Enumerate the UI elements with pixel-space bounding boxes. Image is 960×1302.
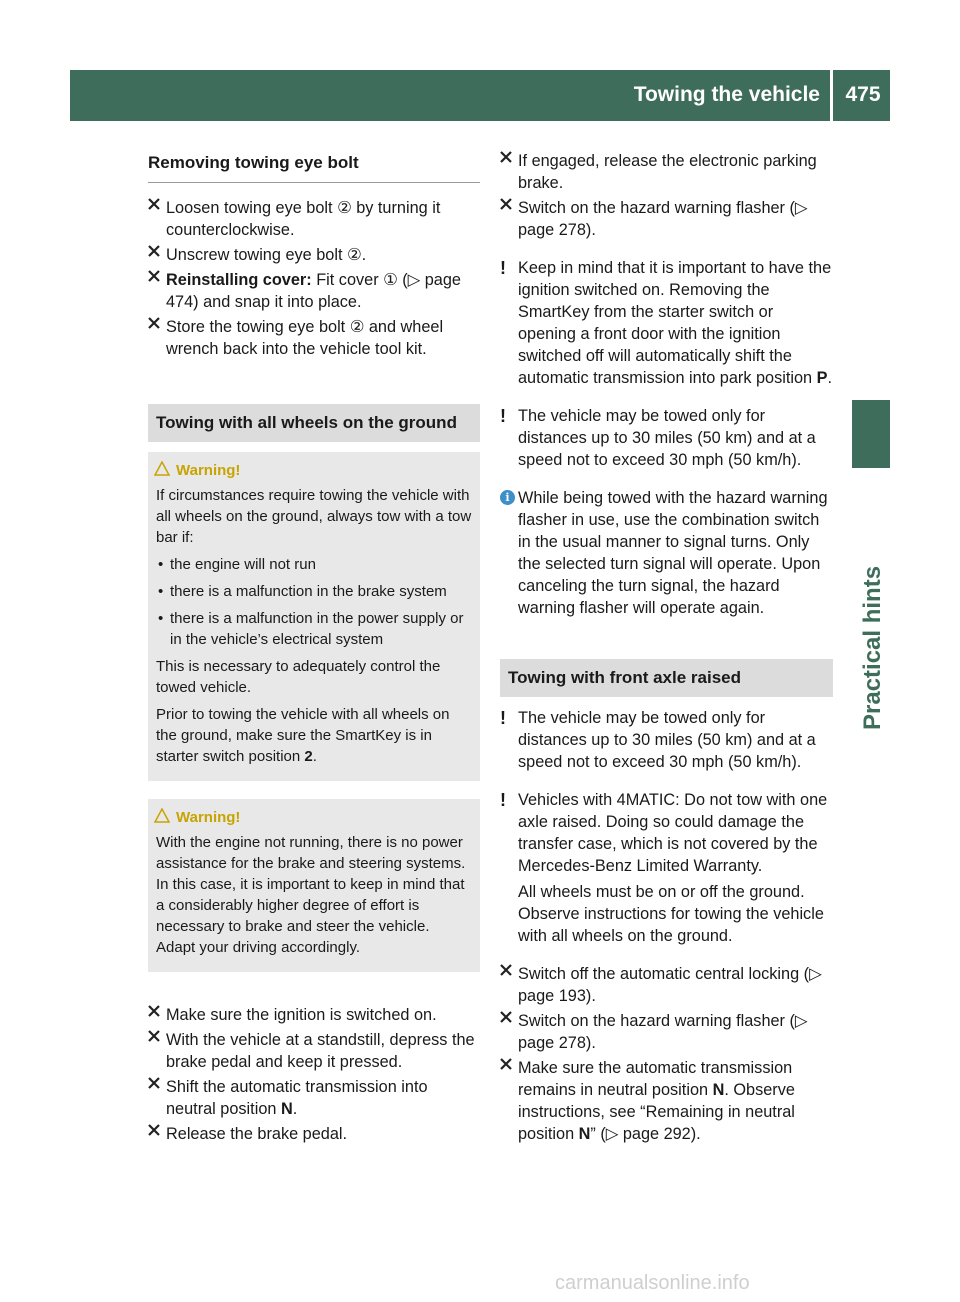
side-tab-label: Practical hints bbox=[859, 565, 886, 730]
step-item bbox=[148, 197, 480, 241]
warning-box bbox=[148, 452, 480, 781]
step-arrow-icon bbox=[148, 1030, 160, 1042]
warning-box bbox=[148, 799, 480, 972]
step-item bbox=[148, 1029, 480, 1073]
step-item bbox=[500, 150, 833, 194]
warning-text: If circumstances require towing the vehicle with all wheels on the ground, always tow with a tow bar if: bbox=[156, 487, 472, 546]
step-arrow-icon bbox=[148, 1077, 160, 1089]
step-text: Release the brake pedal. bbox=[166, 1125, 348, 1143]
step-arrow-icon bbox=[148, 1005, 160, 1017]
step-item bbox=[148, 1123, 480, 1145]
bullet-item: • there is a malfunction in the power supply or in the vehicle’s electrical system bbox=[156, 608, 472, 650]
caution-icon: ! bbox=[500, 406, 506, 426]
step-item bbox=[148, 269, 480, 313]
caution-note: ! The vehicle may be towed only for distances up to 30 miles (50 km) and at a speed not to exceed 30 mph (50 km/h). bbox=[500, 708, 816, 771]
step-text: Unscrew towing eye bolt ②. bbox=[166, 246, 367, 264]
step-item bbox=[500, 1010, 833, 1054]
info-icon: i bbox=[500, 490, 515, 505]
step-bold-label: Reinstalling cover: bbox=[166, 271, 312, 289]
caution-note-continued: All wheels must be on or off the ground. Observe instructions for towing the vehicle with all wheels on the ground. bbox=[518, 883, 824, 945]
warning-triangle-icon bbox=[154, 461, 170, 476]
header-divider bbox=[830, 70, 833, 121]
section-heading: Towing with front axle raised bbox=[500, 659, 833, 697]
step-item bbox=[148, 1004, 480, 1026]
warning-text: With the engine not running, there is no power assistance for the brake and steering systems. In this case, it is important to keep in mind that a considerably higher degree of effort is necessary to brake and steer the vehicle. Adapt your driving accordingly. bbox=[156, 834, 466, 956]
left-column bbox=[148, 150, 480, 1148]
step-text: If engaged, release the electronic parking brake. bbox=[518, 152, 817, 192]
step-arrow-icon bbox=[148, 198, 160, 210]
caution-note: ! Vehicles with 4MATIC: Do not tow with one axle raised. Doing so could damage the transfer case, which is not covered by the Mercedes-Benz Limited Warranty. All wheels must be on or off the ground. Observe instructions for towing the vehicle with all wheels on the ground. bbox=[500, 789, 833, 947]
info-note: i While being towed with the hazard warning flasher in use, use the combination switch in the usual manner to signal turns. Only the selected turn signal will operate. Upon canceling the turn signal, the hazard warning flasher will operate again. bbox=[500, 487, 833, 619]
chapter-title: Towing the vehicle bbox=[633, 83, 820, 106]
step-text: Fit cover ① (▷ page 474) and snap it into place. bbox=[166, 271, 461, 311]
step-item bbox=[500, 963, 833, 1007]
caution-icon: ! bbox=[500, 708, 506, 728]
step-arrow-icon bbox=[500, 964, 512, 976]
warning-text: This is necessary to adequately control the towed vehicle. bbox=[156, 658, 441, 696]
step-text: Switch off the automatic central locking (▷ page 193). bbox=[518, 965, 822, 1005]
caution-note: ! The vehicle may be towed only for distances up to 30 miles (50 km) and at a speed not to exceed 30 mph (50 km/h). bbox=[500, 406, 816, 469]
caution-icon: ! bbox=[500, 790, 506, 810]
side-tab-marker bbox=[852, 400, 890, 468]
step-item: Make sure the automatic transmission remains in neutral position N. Observe instructions, see “Remaining in neutral position N” (▷ page 292). bbox=[500, 1057, 833, 1145]
step-item bbox=[148, 316, 480, 360]
step-arrow-icon bbox=[500, 1011, 512, 1023]
step-arrow-icon bbox=[148, 317, 160, 329]
step-text: Loosen towing eye bolt ② by turning it counterclockwise. bbox=[166, 199, 441, 239]
step-item bbox=[500, 197, 833, 241]
step-arrow-icon bbox=[500, 1058, 512, 1070]
step-text: Switch on the hazard warning flasher (▷ page 278). bbox=[518, 199, 808, 239]
warning-text: Prior to towing the vehicle with all wheels on the ground, make sure the SmartKey is in starter switch position 2. bbox=[156, 706, 450, 765]
subsection-heading: Removing towing eye bolt bbox=[148, 150, 480, 183]
warning-title: Warning! bbox=[176, 807, 472, 828]
step-text: Make sure the ignition is switched on. bbox=[166, 1006, 437, 1024]
caution-icon: ! bbox=[500, 258, 506, 278]
step-arrow-icon bbox=[148, 270, 160, 282]
step-text: Store the towing eye bolt ② and wheel wrench back into the vehicle tool kit. bbox=[166, 318, 444, 358]
section-heading: Towing with all wheels on the ground bbox=[148, 404, 480, 442]
step-arrow-icon bbox=[148, 245, 160, 257]
step-item bbox=[148, 244, 480, 266]
page-number: 475 bbox=[845, 83, 881, 106]
side-tab bbox=[850, 480, 892, 730]
step-arrow-icon bbox=[500, 198, 512, 210]
warning-title: Warning! bbox=[176, 460, 472, 481]
caution-note: ! Keep in mind that it is important to have the ignition switched on. Removing the SmartKey from the starter switch or opening a front door with the ignition switched off will automatically shift the automatic transmission into park position P. bbox=[500, 258, 833, 387]
step-arrow-icon bbox=[148, 1124, 160, 1136]
warning-triangle-icon bbox=[154, 808, 170, 823]
bullet-item: • there is a malfunction in the brake system bbox=[156, 581, 472, 602]
step-text: With the vehicle at a standstill, depress the brake pedal and keep it pressed. bbox=[166, 1031, 475, 1071]
watermark: carmanualsonline.info bbox=[555, 1272, 750, 1294]
right-column bbox=[500, 150, 833, 1148]
step-text: Switch on the hazard warning flasher (▷ page 278). bbox=[518, 1012, 808, 1052]
step-item: Shift the automatic transmission into neutral position N. bbox=[148, 1076, 480, 1120]
bullet-item: • the engine will not run bbox=[156, 554, 472, 575]
step-arrow-icon bbox=[500, 151, 512, 163]
